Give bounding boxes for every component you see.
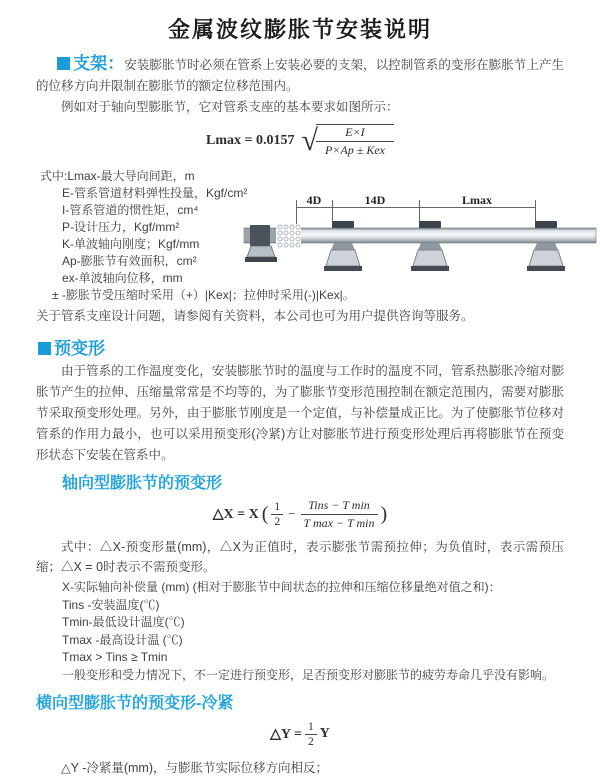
minus-sign: − bbox=[288, 506, 296, 521]
definition-line: P-设计压力，Kgf/mm² bbox=[62, 220, 180, 234]
definition-line: 式中:Lmax-最大导向间距，m bbox=[40, 169, 195, 183]
dimension-label-4d: 4D bbox=[306, 193, 322, 207]
definition-line: ex-单波轴向位移，mm bbox=[62, 271, 183, 285]
one-half-fraction bbox=[271, 501, 283, 528]
section-heading-predeform bbox=[38, 334, 600, 359]
radical-sign: √ bbox=[301, 124, 318, 157]
fraction-numerator: 1 bbox=[271, 501, 283, 515]
subheading-lateral-predeform: 横向型膨胀节的预变形-冷紧 bbox=[36, 695, 234, 712]
anchor-support bbox=[244, 225, 277, 262]
section-heading-support bbox=[57, 54, 124, 73]
temperature-fraction bbox=[301, 498, 378, 531]
page-title: 金属波纹膨胀节安装说明 bbox=[167, 17, 432, 42]
pipe-support-diagram bbox=[244, 193, 596, 285]
lmax-formula-numerator: E×I bbox=[316, 125, 394, 142]
predeform-heading-label: 预变形 bbox=[54, 339, 105, 358]
predeform-paragraph: 由于管系的工作温度变化，安装膨胀节时的温度与工作时的温度不同，管系热膨胀冷缩对膨胀节产生的拉伸、压缩量常常是不均等的，为了膨胀节变形范围控制在额定范围内，需要对膨胀节采取预变形处理。另外，由于膨胀节刚度是一个定值，与补偿量成正比。为了使膨胀节位移对管系的作用力最小，也可以采用预变形(冷紧)方让对膨胀节进行预变形处理后再将膨胀节在预变形状态下安装在管系中。 bbox=[36, 364, 564, 462]
definition-line: Tins -安装温度(℃) bbox=[62, 597, 160, 612]
section-marker-icon bbox=[57, 57, 70, 70]
definition-line: Tmax -最高设计温 (℃) bbox=[62, 632, 183, 647]
definition-line: Tmin-最低设计温度(℃) bbox=[62, 615, 185, 629]
definition-line: K-单波轴向刚度；Kgf/mm bbox=[62, 237, 200, 251]
definition-line: E-管系管道材料弹性投量，Kgf/cm² bbox=[62, 186, 248, 200]
dimension-lines bbox=[296, 200, 536, 228]
dimension-label-14d: 14D bbox=[364, 193, 386, 207]
definition-line: Tmax > Tins ≥ Tmin bbox=[62, 650, 168, 664]
lateral-predeform-formula bbox=[0, 715, 600, 753]
support-note-line: 关于管系支座设计问题，请参阅有关资料，本公司也可为用户提供咨询等服务。 bbox=[36, 309, 474, 323]
dimension-label-lmax: Lmax bbox=[462, 193, 492, 207]
close-paren: ) bbox=[380, 503, 388, 525]
axial-definition-list bbox=[62, 579, 564, 684]
pipe-diagram-svg bbox=[244, 193, 596, 285]
fraction-numerator: Tins − T min bbox=[301, 498, 378, 515]
fraction-denominator: 2 bbox=[307, 735, 314, 748]
axial-explain-paragraph: 式中：△X-预变形量(mm)，△X为正值时，表示膨张节需预拉伸；为负值时，表示需预压缩；△X = 0时表示不需预变形。 bbox=[36, 540, 564, 574]
subheading-axial-predeform: 轴向型膨胀节的预变形 bbox=[62, 475, 223, 492]
definition-line: ± -膨胀节受压缩时采用（+）|Kex|；拉伸时采用(-)|Kex|。 bbox=[52, 288, 355, 302]
support-heading-label: 支架： bbox=[73, 54, 125, 73]
axial-predeform-formula bbox=[0, 495, 600, 533]
fraction-numerator: 1 bbox=[305, 721, 317, 735]
support-example-line: 例如对于轴向型膨胀节，它对管系支座的基本要求如图所示： bbox=[61, 100, 399, 114]
definition-line: 一般变形和受力情况下，不一定进行预变形，足否预变形对膨胀节的疲劳寿命几乎没有影响。 bbox=[62, 667, 555, 682]
section-marker-icon bbox=[38, 342, 51, 355]
lmax-formula-denominator: P×Ap ± Kex bbox=[324, 143, 385, 157]
lateral-formula-lhs: △Y = bbox=[270, 726, 302, 742]
fraction-denominator: T max − T min bbox=[303, 515, 375, 530]
axial-formula-lhs: △X = X bbox=[212, 506, 259, 522]
bellows-icon bbox=[276, 224, 301, 247]
lateral-formula-rhs: Y bbox=[319, 726, 330, 741]
definition-line: I-管系管道的惯性矩，cm⁴ bbox=[62, 203, 199, 217]
support-intro-paragraph bbox=[36, 53, 564, 97]
support-intro-text: 安装膨胀节时必须在管系上安装必要的支架，以控制管系的变形在膨胀节上产生的位移方向并限制在膨胀节的额定位移范围内。 bbox=[36, 58, 564, 93]
open-paren: ( bbox=[261, 503, 269, 525]
lmax-formula bbox=[0, 122, 600, 160]
lateral-note-line: △Y -冷紧量(mm)，与膨胀节实际位移方向相反； bbox=[61, 761, 329, 775]
definition-line: X-实际轴向补偿量 (mm) (相对于膨胀节中间状态的拉伸和压缩位移量绝对值之和)： bbox=[62, 580, 501, 594]
definition-line: Ap-膨胀节有效面积，cm² bbox=[62, 254, 197, 268]
fraction-denominator: 2 bbox=[274, 515, 281, 528]
lmax-formula-radicand bbox=[316, 124, 394, 158]
lmax-formula-lhs: Lmax = 0.0157 bbox=[206, 133, 295, 148]
one-half-fraction bbox=[305, 721, 317, 748]
